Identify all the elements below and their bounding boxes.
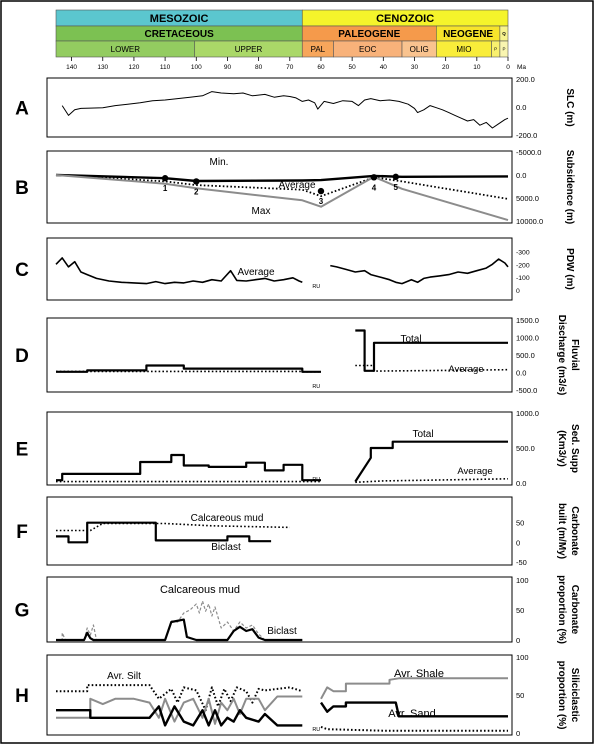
y-tick-label: 100: [516, 653, 529, 662]
timescale-epoch-label: EOC: [359, 44, 377, 54]
y-tick-label: -300: [516, 249, 530, 257]
panel-D: [15, 315, 580, 396]
series-label-calcareous-mud: Calcareous mud: [159, 584, 241, 596]
timescale-era-label: CENOZOIC: [376, 12, 435, 25]
plot-frame: [47, 318, 512, 392]
y-tick-label: 5000.0: [516, 194, 539, 203]
panel-letter: E: [15, 439, 29, 461]
y-tick-label: 0.0: [516, 103, 527, 112]
timescale-tick-label: 40: [379, 64, 387, 71]
marker-label: 3: [318, 197, 324, 207]
series-label-biclast: Biclast: [267, 626, 297, 637]
y-axis-title: Discharge (m3/s): [556, 314, 567, 396]
y-tick-label: 100: [516, 576, 529, 585]
y-axis-title: Siliciclastic: [569, 667, 580, 723]
timescale-era-label: MESOZOIC: [149, 12, 209, 25]
series-label-calcareous-mud: Calcareous mud: [190, 513, 264, 524]
y-axis-title: Carbonate: [569, 506, 580, 556]
y-tick-label: 200.0: [516, 75, 535, 84]
panel-letter: C: [15, 260, 29, 281]
y-tick-label: 0: [516, 636, 521, 645]
data-point-marker: [162, 175, 168, 181]
marker-label: 4: [371, 183, 377, 193]
y-axis-title: built (m/My): [556, 502, 567, 560]
series-label-max: Max: [251, 206, 271, 217]
y-tick-label: 1000.0: [516, 409, 539, 418]
y-tick-label: 50: [516, 691, 525, 700]
panel-letter: F: [16, 522, 28, 543]
timescale-epoch-label: OLIG: [409, 44, 429, 54]
y-tick-label: -200.0: [516, 131, 538, 140]
timescale-epoch-label: P: [502, 46, 506, 52]
timescale-tick-label: 20: [442, 64, 450, 71]
timescale-unit-label: Ma: [517, 64, 527, 71]
data-point-marker: [371, 174, 377, 180]
annotation-avr-shale: Avr. Shale: [394, 668, 444, 680]
annotation-avr-sand: Avr. Sand: [388, 708, 436, 720]
series-label-min: Min.: [209, 157, 229, 168]
y-tick-label: 0.0: [516, 368, 527, 378]
gap-label: RU: [312, 477, 321, 483]
timescale-tick-label: 10: [473, 64, 481, 71]
timescale-tick-label: 100: [190, 64, 202, 71]
data-point-marker: [193, 178, 199, 184]
y-axis-title: Sed. Supp: [569, 424, 580, 473]
y-axis-title: (Km3/y): [556, 430, 567, 467]
y-tick-label: -200: [516, 262, 530, 270]
timescale-tick-label: 80: [255, 64, 263, 71]
y-tick-label: -500.0: [516, 386, 538, 395]
y-tick-label: 50: [516, 518, 525, 528]
y-axis-title: PDW (m): [564, 248, 575, 290]
y-axis-title: Fluvial: [569, 339, 580, 371]
plot-frame: [47, 238, 512, 300]
series-label-average: Average: [457, 466, 493, 477]
series-label-total: Total: [400, 334, 422, 345]
panel-letter: A: [15, 98, 29, 120]
y-axis-title: Subsidence (m): [564, 149, 575, 225]
annotation-average: Average: [237, 267, 275, 278]
y-tick-label: -5000.0: [516, 148, 542, 157]
data-point-marker: [393, 174, 399, 180]
timescale-epoch-label: PAL: [310, 44, 326, 54]
gap-label: RU: [312, 384, 321, 390]
y-tick-label: 1500.0: [516, 316, 539, 325]
panel-letter: B: [15, 178, 29, 199]
y-tick-label: 10000.0: [516, 217, 544, 226]
y-tick-label: -50: [516, 558, 527, 567]
timescale-tick-label: 70: [286, 64, 294, 71]
series-label-total: Total: [412, 429, 434, 440]
timescale-epoch-label: LOWER: [110, 44, 141, 54]
series-label-average: Average: [278, 180, 316, 191]
panel-A: [15, 75, 575, 140]
marker-label: 5: [393, 182, 399, 192]
series-label-avr-silt: Avr. Silt: [107, 671, 141, 682]
timescale-epoch-label: P: [494, 46, 498, 52]
gap-label: RU: [312, 284, 321, 290]
plot-frame: [47, 497, 512, 565]
y-tick-label: 0.0: [516, 479, 527, 488]
marker-label: 1: [162, 184, 168, 194]
series-label-average: Average: [448, 364, 484, 375]
panel-letter: G: [14, 600, 30, 622]
y-tick-label: 0: [516, 288, 520, 295]
timescale-tick-label: 90: [223, 64, 232, 71]
marker-label: 2: [194, 187, 199, 197]
timescale-period-label: NEOGENE: [443, 29, 494, 41]
y-tick-label: 50: [516, 606, 525, 615]
y-axis-title: proportion (%): [556, 660, 567, 730]
panel-C: [15, 238, 575, 300]
timescale-epoch-label: UPPER: [234, 44, 263, 54]
y-tick-label: 0: [516, 729, 521, 738]
y-axis-title: proportion (%): [556, 575, 567, 644]
timescale-tick-label: 50: [348, 64, 356, 71]
y-axis-title: Carbonate: [569, 584, 580, 635]
timescale-period-label: Q: [502, 31, 506, 37]
panel-G: [15, 575, 580, 645]
y-axis-title: SLC (m): [564, 88, 575, 127]
timescale-tick-label: 0: [506, 64, 510, 71]
data-point-marker: [318, 188, 324, 194]
timescale-period-label: CRETACEOUS: [144, 29, 214, 41]
y-tick-label: 0: [516, 538, 521, 548]
panel-E: [16, 409, 580, 488]
y-tick-label: 1000.0: [516, 333, 539, 343]
series-label-biclast: Biclast: [211, 542, 241, 553]
timescale-tick-label: 130: [97, 64, 109, 71]
y-tick-label: -100: [516, 275, 530, 283]
timescale-period-label: PALEOGENE: [338, 29, 401, 41]
gap-label: RU: [312, 727, 321, 733]
panel-H: [15, 653, 580, 738]
panel-letter: H: [15, 686, 29, 707]
plot-frame: [47, 78, 512, 137]
panel-letter: D: [15, 346, 29, 367]
y-tick-label: 500.0: [516, 444, 535, 453]
timescale-epoch-label: MIO: [456, 44, 472, 54]
timescale-tick-label: 120: [128, 64, 140, 71]
y-tick-label: 0.0: [516, 171, 527, 180]
timescale-tick-label: 30: [410, 64, 419, 71]
timescale-tick-label: 140: [66, 64, 78, 71]
timescale-tick-label: 110: [159, 64, 171, 71]
timescale-tick-label: 60: [317, 64, 325, 71]
plot-frame: [47, 655, 512, 735]
panel-F: [16, 497, 580, 567]
y-tick-label: 500.0: [516, 351, 535, 360]
